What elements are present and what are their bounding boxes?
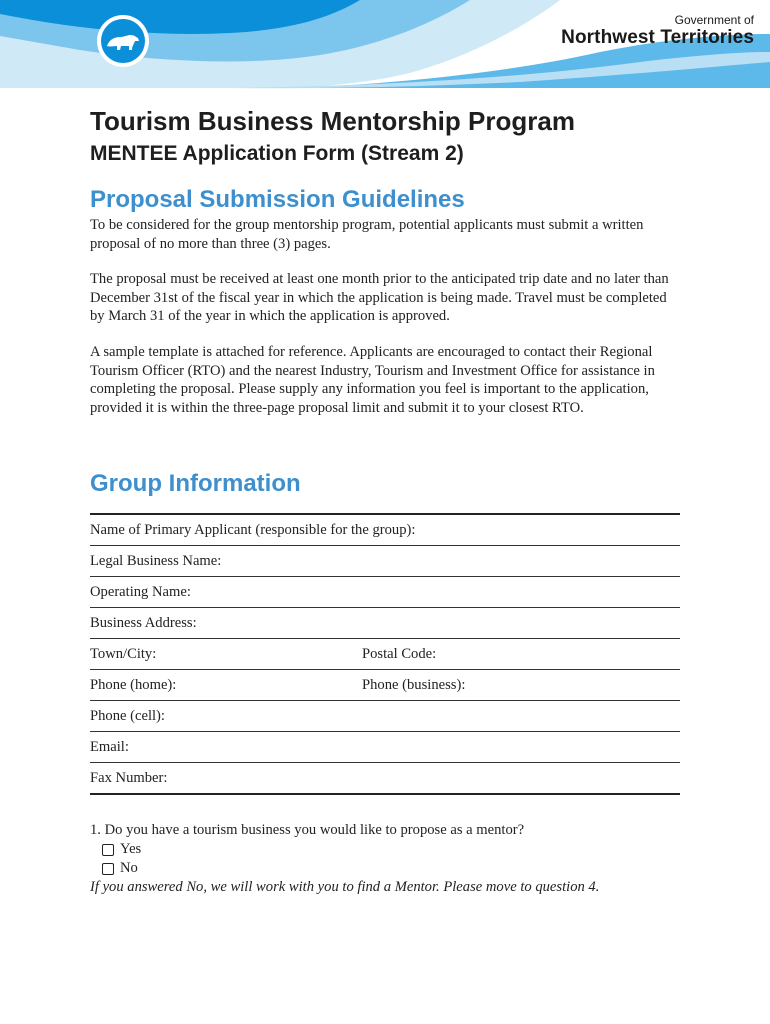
phone-cell-field[interactable] [90,701,680,732]
business-address-field[interactable] [90,608,680,639]
no-checkbox[interactable] [102,863,114,875]
phone-cell-label: Phone (cell): [90,707,165,724]
legal-business-name-field[interactable] [90,546,680,577]
legal-business-name-label: Legal Business Name: [90,552,222,569]
guidelines-paragraph-1: To be considered for the group mentorship program, potential applicants must submit a written proposal of no more than three (3) pages. [90,217,644,252]
operating-name-label: Operating Name: [90,583,191,600]
no-label: No [120,860,138,877]
town-city-label: Town/City: [90,645,157,662]
phone-home-label: Phone (home): [90,676,177,693]
page-title: Tourism Business Mentorship Program [90,106,575,136]
guidelines-paragraph-2: The proposal must be received at least one month prior to the anticipated trip date and no later than December 31st of the fiscal year in which the application is being made. Travel must be completed by March 31 of the year in which the application is approved. [90,271,669,325]
phone-row[interactable] [90,670,680,701]
primary-applicant-field[interactable] [90,515,680,546]
document-content [90,104,680,897]
option-yes[interactable] [102,840,680,859]
operating-name-field[interactable] [90,577,680,608]
page-subtitle: MENTEE Application Form (Stream 2) [90,142,464,165]
fax-number-label: Fax Number: [90,769,168,786]
gov-wordmark [561,14,754,49]
group-info-form [90,513,680,795]
guidelines-paragraph-3: A sample template is attached for reference. Applicants are encouraged to contact their Regional Tourism Officer (RTO) and the nearest Industry, Tourism and Investment Office for assistance in completing the proposal. Please supply any information you feel is important to the application, provided it is within the three-page proposal limit and submit it to your closest RTO. [90,343,655,416]
business-address-label: Business Address: [90,614,197,631]
option-no[interactable] [102,859,680,878]
gov-small-text: Government of [674,13,754,27]
email-label: Email: [90,738,129,755]
question-1-note: If you answered No, we will work with you to find a Mentor. Please move to question 4. [90,879,600,896]
question-1 [90,821,680,897]
guidelines-heading: Proposal Submission Guidelines [90,186,465,213]
postal-code-label: Postal Code: [362,645,437,662]
yes-label: Yes [120,841,142,858]
town-postal-row[interactable] [90,639,680,670]
group-info-heading: Group Information [90,470,301,498]
phone-business-label: Phone (business): [362,676,466,693]
email-field[interactable] [90,732,680,763]
yes-checkbox[interactable] [102,844,114,856]
gov-large-text: Northwest Territories [561,27,754,48]
primary-applicant-label: Name of Primary Applicant (responsible for the group): [90,521,416,538]
fax-number-field[interactable] [90,763,680,795]
question-1-text: 1. Do you have a tourism business you would like to propose as a mentor? [90,822,525,839]
polar-bear-logo-icon [96,14,150,68]
